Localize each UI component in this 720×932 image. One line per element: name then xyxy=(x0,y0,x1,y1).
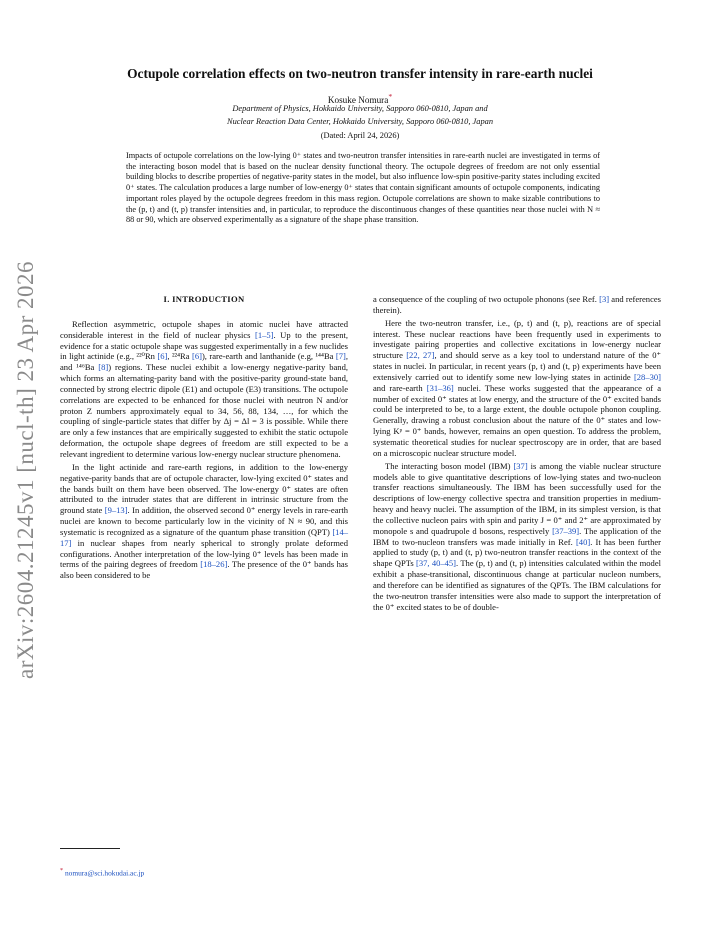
text-run: and rare-earth xyxy=(373,382,427,393)
citation-link[interactable]: [9–13] xyxy=(104,505,128,516)
abstract: Impacts of octupole correlations on the low-lying 0⁺ states and two-neutron transfer intensities in rare-earth nuclei are investigated in terms of the interacting boson model that is based on the nuclear density functional theory. The octupole degrees of freedom are not only essential building blocks to describe properties of negative-parity states in the model, but also influence low-spin positive-parity states including excited 0⁺ states. The calculation produces a large number of low-energy 0⁺ states that contain significant amounts of octupole components, indicating important roles played by the octupole degrees freedom in this mass region. Octupole correlations are shown to make sizable contributions to the (p, t) and (t, p) transfer intensities and, in particular, to reproduce the discontinuous changes of these quantities near those nuclei with N ≈ 88 or 90, which are observed experimentally as a signature of the shape phase transition. xyxy=(126,151,600,225)
footnote xyxy=(60,868,144,877)
text-run: Here the two-neutron transfer, i.e., (p, t) and (t, p), reactions are of special interest. These nuclear reactions have been frequently used in experiments to investigate pairing properties and collective excitations in low-energy nuclear structure xyxy=(373,317,661,361)
text-run: In the light actinide and rare-earth regions, in addition to the low-energy negative-parity bands that are of octupole character, low-lying excited 0⁺ states and the bands built on them have been observed. The low-energy 0⁺ states are often attributed to the intruder states that are different in intrinsic structure from the ground state xyxy=(60,461,348,516)
intro-paragraph-2 xyxy=(60,462,348,581)
left-column xyxy=(60,294,348,581)
arxiv-identifier: arXiv:2604.21245v1 [nucl-th] 23 Apr 2026 xyxy=(13,261,39,679)
text-run: , and should serve as a key tool to understand nature of the 0⁺ states in nuclei. In particular, in recent years (p, t) and (t, p) experiments have been extensively carried out to identify some new low-lying states in actinide xyxy=(373,350,662,382)
footnote-mark: * xyxy=(60,868,64,874)
text-run: nuclei. These works suggested that the appearance of a number of excited 0⁺ states at low energy, and the structure of the 0⁺ excited bands could be interpreted to be, to a large extent, the double octupole phonon coupling. Generally, drawing a robust conclusion about the nature of the 0⁺ states and low-lying Kᵖ = 0⁺ bands, however, remains an open question. To address the problem, systematic theoretical studies for nuclear spectroscopy are in order, that are based on a microscopic nuclear structure model. xyxy=(373,382,661,458)
affiliation-2: Nuclear Reaction Data Center, Hokkaido University, Sapporo 060-0810, Japan xyxy=(226,117,494,126)
author-email-link[interactable]: nomura@sci.hokudai.ac.jp xyxy=(64,868,145,878)
author-footnote-mark[interactable]: * xyxy=(388,92,393,101)
author-name: Kosuke Nomura xyxy=(327,95,389,106)
citation-link[interactable]: [37, 40–45] xyxy=(415,558,457,569)
citation-link[interactable]: [3] xyxy=(599,294,610,304)
footnote-divider xyxy=(60,848,120,849)
text-run: Reflection asymmetric, octupole shapes in atomic nuclei have attracted considerable interest in the field of nuclear physics xyxy=(60,318,348,340)
text-run: . The presence of the 0⁺ bands has also been considered to be xyxy=(60,559,348,581)
text-run: . In addition, the observed second 0⁺ energy levels in rare-earth nuclei are known to become particularly low in the vicinity of N ≈ 90, and this systematic is recognized as a signature of the quantum phase transition (QPT) xyxy=(60,505,348,537)
section-heading-introduction: I. INTRODUCTION xyxy=(163,294,245,304)
citation-link[interactable]: [6] xyxy=(191,351,202,362)
citation-link[interactable]: [6] xyxy=(157,351,168,362)
text-run: . The (p, t) and (t, p) intensities calculated within the model exhibit a phase-transitional, discontinuous change at particular nucleon numbers, and therefore can be identified as signatures of the QPTs. The IBM calculations for the two-neutron transfer intensities were also made to support the interpretation of the 0⁺ excited states to be of double- xyxy=(373,558,661,612)
text-run: is among the viable nuclear structure models able to give quantitative descriptions of low-lying states and two-nucleon transfer reactions simultaneously. The IBM has been successfully used for the descriptions of low-energy collective spectra and transition properties in medium-heavy and heavy nuclei. The assumption of the IBM, in its simplest version, is that the collective nucleon pairs with spin and parity J = 0⁺ and 2⁺ are approximated by monopole s and quadrupole d bosons, respectively xyxy=(373,460,661,536)
citation-link[interactable]: [28–30] xyxy=(633,371,661,382)
dated-line: (Dated: April 24, 2026) xyxy=(320,131,400,140)
text-run: ) regions. These nuclei exhibit a low-energy negative-parity band, which forms an alternating-parity band with the positive-parity ground-state band, connected by strong electric dipole (E1) and octupole (E3) transitions. The octupole correlations are expected to be enhanced for those nuclei with neutron N and/or proton Z numbers approximately equal to 34, 56, 88, 134, …, for which the coupling of single-particle states that differ by Δj = Δl = 3 is possible. While there are only a few instances that are empirically suggested to exhibit the static octupole deformation, the octupole shape degrees of freedom are still expected to be a relevant ingredient to determine various low-energy nuclear structure phenomena. xyxy=(60,362,348,459)
text-run: in nuclear shapes from nearly spherical to strongly prolate deformed configurations. Another interpretation of the low-lying 0⁺ levels has been made in terms of the pairing degrees of freedom xyxy=(60,537,348,570)
citation-link[interactable]: [40] xyxy=(575,536,591,547)
citation-link[interactable]: [22, 27] xyxy=(406,350,435,361)
text-run: The interacting boson model (IBM) xyxy=(385,460,514,471)
citation-link[interactable]: [8] xyxy=(98,362,109,373)
citation-link[interactable]: [37–39] xyxy=(552,525,580,536)
text-run: , ²²⁴Ra xyxy=(167,351,192,362)
paper-title: Octupole correlation effects on two-neutron transfer intensity in rare-earth nuclei xyxy=(127,66,593,81)
citation-link[interactable]: [1–5] xyxy=(255,329,274,340)
affiliation-1: Department of Physics, Hokkaido University, Sapporo 060-0810, Japan and xyxy=(232,104,488,113)
intro-paragraph-4 xyxy=(373,461,661,613)
text-run: , and ¹⁴⁶Ba xyxy=(60,351,349,373)
intro-paragraph-3 xyxy=(373,318,661,459)
citation-link[interactable]: [7] xyxy=(335,351,346,362)
right-column xyxy=(373,294,661,612)
citation-link[interactable]: [31–36] xyxy=(426,382,454,393)
text-run: . The application of the IBM to two-nucleon transfers was made initially in Ref. xyxy=(373,525,661,547)
text-run: ), rare-earth and lanthanide (e.g, ¹⁴⁴Ba xyxy=(201,351,336,362)
text-run: a consequence of the coupling of two octupole phonons (see Ref. xyxy=(373,294,600,304)
text-run: . It has been further applied to study (p, t) and (t, p) two-neutron transfer reactions in the context of the shape QPTs xyxy=(373,536,662,569)
intro-paragraph-1 xyxy=(60,319,348,460)
citation-link[interactable]: [18–26] xyxy=(200,559,228,570)
arxiv-identifier-strip xyxy=(4,260,48,680)
citation-link[interactable]: [14–17] xyxy=(60,526,348,548)
text-run: . Up to the present, evidence for a static octupole shape was suggested experimentally in a few nuclides in light actinide (e.g., ²²⁰Rn xyxy=(60,329,348,362)
text-run: and references therein). xyxy=(373,294,661,315)
intro-paragraph-continued xyxy=(373,294,661,316)
citation-link[interactable]: [37] xyxy=(513,460,528,471)
